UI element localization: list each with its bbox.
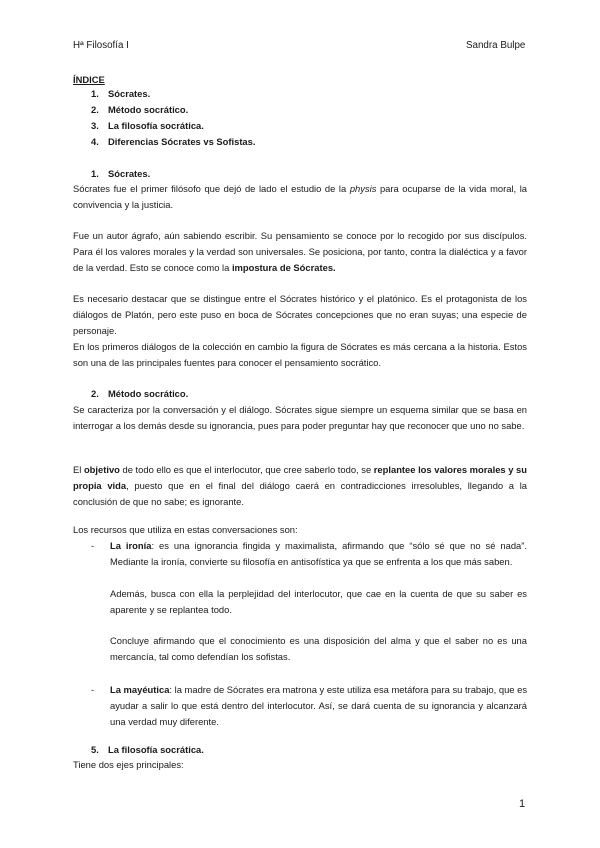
s2-paragraph-1: Se caracteriza por la conversación y el diálogo. Sócrates sigue siempre un esquema similar que se basa en interrogar a los demás desde su ignorancia, pues para poder preguntar hay que reconocer que uno no sabe.	[73, 404, 527, 431]
index-item-4: 4. Diferencias Sócrates vs Sofistas.	[91, 136, 256, 147]
index-item-1: 1. Sócrates.	[91, 88, 151, 99]
mayeutica-item: La mayéutica: la madre de Sócrates era matrona y este utiliza esa metáfora para su trabajo, que es ayudar a salir lo que está dentro del interlocutor. Así, se dará cuenta de su ignorancia y alcanzará una verdad muy diferente.	[110, 684, 528, 727]
header-right: Sandra Bulpe	[466, 40, 526, 51]
s2-paragraph-3: Los recursos que utiliza en estas conversaciones son:	[73, 524, 298, 535]
s1-paragraph-2: Fue un autor ágrafo, aún sabiendo escribir. Su pensamiento se conoce por lo recogido por sus discípulos. Para él los valores morales y la verdad son universales. Se posiciona, por tanto, contra la dialéctica y a favor de la verdad. Esto se conoce como la impostura de Sócrates.	[73, 230, 527, 273]
section-2-heading: 2. Método socrático.	[91, 388, 189, 399]
ironia-paragraph-3: Concluye afirmando que el conocimiento es una disposición del alma y que el saber no es una mercancía, tal como defendían los sofistas.	[110, 635, 527, 662]
ironia-item: La ironía: es una ignorancia fingida y maximalista, afirmando que “sólo sé que no sé nada”. Mediante la ironía, convierte su filosofía en antisofística ya que se enfrenta a los que más saben.	[110, 540, 527, 567]
mayeutica-dash: -	[91, 684, 95, 695]
index-item-3: 3. La filosofía socrática.	[91, 120, 204, 131]
index-item-2: 2. Método socrático.	[91, 104, 189, 115]
index-title: ÍNDICE	[73, 74, 105, 85]
s1-paragraph-4: En los primeros diálogos de la colección en cambio la figura de Sócrates es más cercana a la historia. Estos son una de las principales fuentes para conocer el pensamiento socrático.	[73, 341, 527, 368]
s3-paragraph-1: Tiene dos ejes principales:	[73, 759, 184, 770]
ironia-paragraph-2: Además, busca con ella la perplejidad del interlocutor, que cae en la cuenta de que su saber es aparente y se replantea todo.	[110, 588, 527, 615]
page-number: 1	[519, 798, 526, 810]
s1-paragraph-1: Sócrates fue el primer filósofo que dejó de lado el estudio de la physis para ocuparse de la vida moral, la convivencia y la justicia.	[73, 183, 527, 210]
s2-paragraph-2: El objetivo de todo ello es que el interlocutor, que cree saberlo todo, se replantee los valores morales y su propia vida, puesto que en el final del diálogo caerá en contradicciones irresolubles, llegando a la conclusión de que no sabe; es ignorante.	[73, 464, 528, 507]
s1-paragraph-3: Es necesario destacar que se distingue entre el Sócrates histórico y el platónico. Es el protagonista de los diálogos de Platón, pero este puso en boca de Sócrates concepciones que no eran suyas; una especie de personaje.	[73, 293, 527, 336]
header-left: Hª Filosofía I	[73, 40, 129, 51]
ironia-dash: -	[91, 540, 95, 551]
section-1-heading: 1. Sócrates.	[91, 168, 151, 179]
section-3-heading: 5. La filosofía socrática.	[91, 744, 204, 755]
